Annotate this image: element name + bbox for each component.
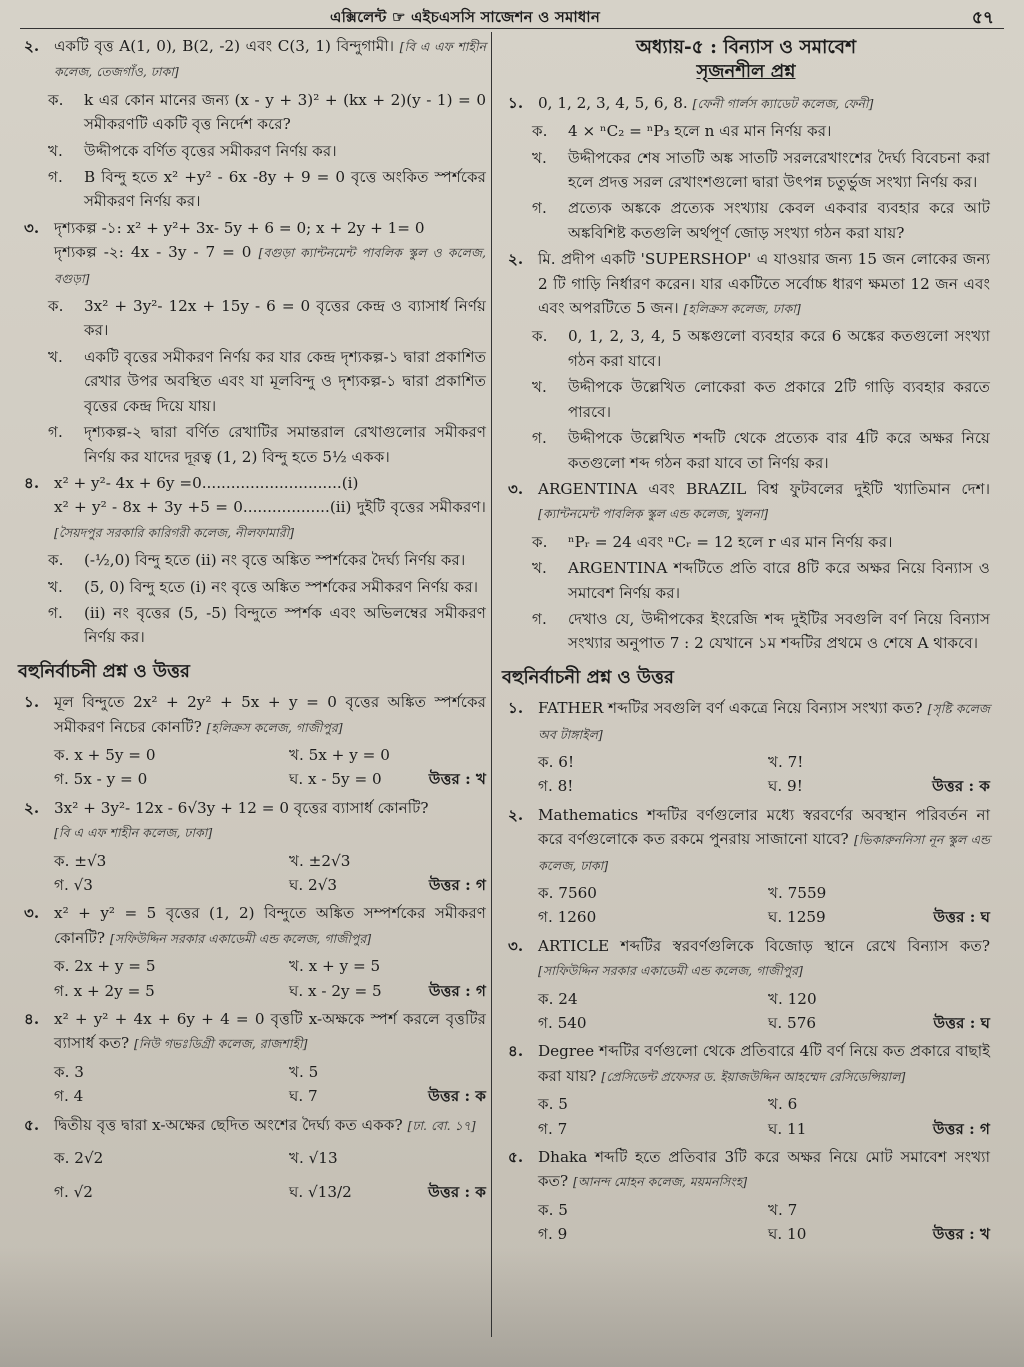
source-citation: [হলিক্রস কলেজ, ঢাকা] xyxy=(683,301,801,317)
option: ঘ. 9! xyxy=(768,777,803,796)
question-part: ক. k এর কোন মানের জন্য (x - y + 3)² + (kx + 2)(y - 1) = 0 সমীকরণটি একটি বৃত্ত নির্দেশ করে? xyxy=(48,90,486,134)
option: ক. x + 5y = 0 xyxy=(54,745,156,764)
option: গ. 7 xyxy=(538,1119,568,1138)
mcq-question xyxy=(18,1113,486,1138)
question-part: খ. উদ্দীপকের শেষ সাতটি অঙ্ক সাতটি সরলরেখাংশের দৈর্ঘ্য বিবেচনা করা হলে প্রদত্ত সরল রেখাংশগুলো দ্বারা উৎপন্ন চতুর্ভুজ সংখ্যা নির্ণয় কর। xyxy=(532,148,990,192)
option: ক. ±√3 xyxy=(54,851,107,870)
question-part: ক. 3x² + 3y²- 12x + 15y - 6 = 0 বৃত্তের কেন্দ্র ও ব্যাসার্ধ নির্ণয় কর। xyxy=(48,297,486,340)
question-number: ১. xyxy=(24,693,40,712)
mcq-question xyxy=(18,1007,486,1057)
answer-label: উত্তর : ঘ xyxy=(933,1014,990,1033)
mcq-options xyxy=(18,1141,486,1209)
question-text: Mathematics শব্দটির বর্ণগুলোর মধ্যে স্বরবর্ণের অবস্থান পরিবর্তন না করে বর্ণগুলোকে কত রকমে পুনরায় সাজানো যাবে? [ভিকারুননিসা নূন স্কুল এন্ড কলেজ, ঢাকা] xyxy=(538,805,990,873)
option: গ. √2 xyxy=(54,1183,93,1202)
option: খ. x + y = 5 xyxy=(289,957,381,976)
option: ঘ. √13/2 xyxy=(289,1183,352,1202)
running-title: এক্সিলেন্ট ☞ এইচএসসি সাজেশন ও সমাধান xyxy=(330,8,600,26)
chapter-title: অধ্যায়-৫ : বিন্যাস ও সমাবেশ xyxy=(635,37,857,58)
answer-label: উত্তর : খ xyxy=(428,770,486,789)
question-text: মি. প্রদীপ একটি 'SUPERSHOP' এ যাওয়ার জন্য 15 জন লোকের জন্য 2 টি গাড়ি নির্ধারণ করেন। যার একটিতে সর্বোচ্চ ধারণ ক্ষমতা 12 জন এবং এবং অপরটিতে 5 জন। [হলিক্রস কলেজ, ঢাকা] xyxy=(538,250,990,318)
option: ক. 6! xyxy=(538,752,575,771)
question-part: গ. প্রত্যেক অঙ্ককে প্রত্যেক সংখ্যায় কেবল একবার ব্যবহার করে আট অঙ্কবিশিষ্ট কতগুলি অর্থপূর্ণ জোড় সংখ্যা গঠন করা যায়? xyxy=(532,199,990,242)
creative-question xyxy=(502,91,990,116)
right-column xyxy=(502,34,990,1251)
option: ক. 5 xyxy=(538,1095,568,1114)
creative-question xyxy=(502,477,990,527)
question-number: ৩. xyxy=(508,479,524,498)
source-citation: [বগুড়া ক্যান্টনমেন্ট পাবলিক স্কুল ও কলেজ, বগুড়া] xyxy=(54,245,487,286)
answer-label: উত্তর : গ xyxy=(428,981,486,1000)
source-citation: [নিউ গভঃডিগ্রী কলেজ, রাজশাহী] xyxy=(134,1036,308,1052)
option: ঘ. 11 xyxy=(768,1119,807,1138)
option: গ. 5x - y = 0 xyxy=(54,770,148,789)
option: খ. 6 xyxy=(768,1095,798,1114)
option: ঘ. 576 xyxy=(768,1014,817,1033)
option: খ. 5x + y = 0 xyxy=(289,745,390,764)
question-number: ৫. xyxy=(24,1115,40,1134)
question-part: খ. একটি বৃত্তের সমীকরণ নির্ণয় কর যার কেন্দ্র দৃশ্যকল্প-১ দ্বারা প্রকাশিত রেখার উপর অবস্থিত এবং যা মূলবিন্দু ও দৃশ্যকল্প-১ দ্বারা প্রকাশিত বৃত্তের কেন্দ্র দিয়ে যায়। xyxy=(48,347,486,415)
column-divider xyxy=(491,32,492,1337)
answer-label: উত্তর : ঘ xyxy=(933,908,990,927)
option: ঘ. x - 2y = 5 xyxy=(289,981,382,1000)
mcq-options xyxy=(502,750,990,799)
option: খ. 7 xyxy=(768,1200,798,1219)
answer-label: উত্তর : ক xyxy=(932,777,990,796)
question-number: ১. xyxy=(508,93,524,112)
option: ক. 3 xyxy=(54,1062,84,1081)
source-citation: [ক্যান্টনমেন্ট পাবলিক স্কুল এন্ড কলেজ, খুলনা] xyxy=(538,506,769,522)
source-citation: [ঢা. বো. ১৭] xyxy=(407,1117,476,1133)
question-part: খ. ARGENTINA শব্দটিতে প্রতি বারে 8টি করে অক্ষর নিয়ে বিন্যাস ও সমাবেশ নির্ণয় কর। xyxy=(532,559,990,602)
question-text: x² + y² = 5 বৃত্তের (1, 2) বিন্দুতে অঙ্কিত সম্পর্শকের সমীকরণ কোনটি? [সফিউদ্দিন সরকার একাডেমী এন্ড কলেজ, গাজীপুর] xyxy=(54,904,486,947)
question-text: x² + y²- 4x + 6y =0.............................(i) x² + y² - 8x + 3y +5 = 0..................(ii) দুইটি বৃত্তের সমীকরণ। [সৈয়দপুর সরকারি কারিগরী কলেজ, নীলফামারী] xyxy=(54,473,486,540)
question-text: একটি বৃত্ত A(1, 0), B(2, -2) এবং C(3, 1) বিন্দুগামী। [বি এ এফ শাহীন কলেজ, তেজগাঁও, ঢাকা] xyxy=(54,37,486,80)
creative-question xyxy=(502,247,990,321)
option: ক. 2x + y = 5 xyxy=(54,957,156,976)
mcq-question xyxy=(502,1145,990,1195)
source-citation: [হলিক্রস কলেজ, গাজীপুর] xyxy=(206,719,343,735)
mcq-question xyxy=(502,696,990,747)
mcq-options xyxy=(18,954,486,1003)
mcq-options xyxy=(18,1060,486,1109)
answer-label: উত্তর : ক xyxy=(428,1183,486,1202)
chapter-subtitle: সৃজনশীল প্রশ্ন xyxy=(696,61,796,83)
question-number: ২. xyxy=(24,37,40,55)
question-number: ২. xyxy=(508,250,524,269)
option: ঘ. x - 5y = 0 xyxy=(289,770,382,789)
option: গ. 1260 xyxy=(538,908,597,927)
option: ঘ. 7 xyxy=(289,1087,318,1106)
mcq-options xyxy=(502,1198,990,1247)
option: খ. 7! xyxy=(768,752,804,771)
page-number: ৫৭ xyxy=(971,8,994,28)
option: ঘ. 1259 xyxy=(768,908,826,927)
question-text: 3x² + 3y²- 12x - 6√3y + 12 = 0 বৃত্তের ব্যাসার্ধ কোনটি? [বি এ এফ শাহীন কলেজ, ঢাকা] xyxy=(54,798,429,841)
question-part: গ. উদ্দীপকে উল্লেখিত শব্দটি থেকে প্রত্যেক বার 4টি করে অক্ষর নিয়ে কতগুলো শব্দ গঠন করা যাবে তা নির্ণয় কর। xyxy=(532,429,990,472)
question-number: ৪. xyxy=(24,1010,40,1029)
mcq-question xyxy=(18,901,486,951)
creative-question xyxy=(18,216,486,291)
source-citation: [ভিকারুননিসা নূন স্কুল এন্ড কলেজ, ঢাকা] xyxy=(538,832,990,873)
question-text: Dhaka শব্দটি হতে প্রতিবার 3টি করে অক্ষর নিয়ে মোট সমাবেশ সংখ্যা কত? [আনন্দ মোহন কলেজ, ময়মনসিংহ] xyxy=(538,1148,990,1191)
mcq-options xyxy=(502,881,990,930)
header-rule xyxy=(20,28,1004,29)
question-part: খ. উদ্দীপকে উল্লেখিত লোকেরা কত প্রকারে 2টি গাড়ি ব্যবহার করতে পারবে। xyxy=(532,378,990,421)
mcq-options xyxy=(18,743,486,792)
question-part: ক. 4 × ⁿC₂ = ⁿP₃ হলে n এর মান নির্ণয় কর। xyxy=(532,122,832,141)
option: ঘ. 2√3 xyxy=(289,876,338,894)
option: ক. 5 xyxy=(538,1200,568,1219)
mcq-question xyxy=(502,803,990,878)
mcq-options xyxy=(502,1092,990,1141)
source-citation: [প্রেসিডেন্ট প্রফেসর ড. ইয়াজউদ্দিন আহম্মেদ রেসিডেন্সিয়াল] xyxy=(601,1068,906,1084)
option: খ. √13 xyxy=(289,1149,338,1168)
source-citation: [ফেনী গার্লস ক্যাডেট কলেজ, ফেনী] xyxy=(692,95,874,111)
question-text: দৃশ্যকল্প -১: x² + y²+ 3x- 5y + 6 = 0; x + 2y + 1= 0 দৃশ্যকল্প -২: 4x - 3y - 7 = 0 [বগুড়া ক্যান্টনমেন্ট পাবলিক স্কুল ও কলেজ, বগুড়া] xyxy=(54,218,487,286)
source-citation: [সৃষ্টি কলেজ অব টাঙ্গাইল] xyxy=(538,701,990,742)
option: ঘ. 10 xyxy=(768,1225,807,1244)
source-citation: [সাফিউদ্দিন সরকার একাডেমী এন্ড কলেজ, গাজীপুর] xyxy=(538,963,803,979)
question-number: ৫. xyxy=(508,1148,524,1167)
question-text: 0, 1, 2, 3, 4, 5, 6, 8. [ফেনী গার্লস ক্যাডেট কলেজ, ফেনী] xyxy=(538,93,874,112)
question-number: ৩. xyxy=(24,218,40,237)
option: ক. 7560 xyxy=(538,884,597,902)
question-number: ২. xyxy=(24,798,40,817)
mcq-question xyxy=(18,796,486,846)
option: খ. 5 xyxy=(289,1062,319,1081)
option: গ. 4 xyxy=(54,1087,84,1106)
option: খ. 7559 xyxy=(768,884,827,902)
question-number: ৩. xyxy=(24,904,40,923)
question-number: ৪. xyxy=(24,473,40,492)
answer-label: উত্তর : খ xyxy=(932,1225,990,1244)
section-heading: বহুনির্বাচনী প্রশ্ন ও উত্তর xyxy=(18,660,190,682)
question-text: x² + y² + 4x + 6y + 4 = 0 বৃত্তটি x-অক্ষকে স্পর্শ করলে বৃত্তটির ব্যাসার্ধ কত? [নিউ গভঃডিগ্রী কলেজ, রাজশাহী] xyxy=(54,1010,486,1053)
question-part: ক. (-½,0) বিন্দু হতে (ii) নং বৃত্তে অঙ্কিত স্পর্শকের দৈর্ঘ্য নির্ণয় কর। xyxy=(48,551,466,570)
option: ক. 2√2 xyxy=(54,1149,104,1168)
question-part: গ. (ii) নং বৃত্তের (5, -5) বিন্দুতে স্পর্শক এবং অভিলম্বের সমীকরণ নির্ণয় কর। xyxy=(48,603,486,647)
question-text: Degree শব্দটির বর্ণগুলো থেকে প্রতিবারে 4টি বর্ণ নিয়ে কত প্রকারে বাছাই করা যায়? [প্রেসিডেন্ট প্রফেসর ড. ইয়াজউদ্দিন আহম্মেদ রেসিডেন্সিয়াল] xyxy=(538,1042,990,1085)
option: গ. 8! xyxy=(538,777,574,796)
question-text: ARGENTINA এবং BRAZIL বিশ্ব ফুটবলের দুইটি খ্যাতিমান দেশ। [ক্যান্টনমেন্ট পাবলিক স্কুল এন্ড কলেজ, খুলনা] xyxy=(538,479,990,522)
section-heading: বহুনির্বাচনী প্রশ্ন ও উত্তর xyxy=(502,666,674,688)
source-citation: [সফিউদ্দিন সরকার একাডেমী এন্ড কলেজ, গাজীপুর] xyxy=(109,930,372,946)
option: গ. √3 xyxy=(54,876,93,894)
answer-label: উত্তর : গ xyxy=(932,1119,990,1138)
answer-label: উত্তর : গ xyxy=(428,876,486,894)
option: ক. 24 xyxy=(538,989,578,1008)
question-part: গ. দৃশ্যকল্প-২ দ্বারা বর্ণিত রেখাটির সমান্তরাল রেখাগুলোর সমীকরণ নির্ণয় কর যাদের দূরত্ব (1, 2) বিন্দু হতে 5½ একক। xyxy=(48,423,486,466)
question-text: ARTICLE শব্দটির স্বরবর্ণগুলিকে বিজোড় স্থানে রেখে বিন্যাস কত? [সাফিউদ্দিন সরকার একাডেমী এন্ড কলেজ, গাজীপুর] xyxy=(538,936,990,979)
source-citation: [আনন্দ মোহন কলেজ, ময়মনসিংহ] xyxy=(573,1174,748,1190)
question-part: খ. (5, 0) বিন্দু হতে (i) নং বৃত্তে অঙ্কিত স্পর্শকের সমীকরণ নির্ণয় কর। xyxy=(48,577,479,596)
source-citation: [বি এ এফ শাহীন কলেজ, তেজগাঁও, ঢাকা] xyxy=(54,39,486,80)
option: খ. ±2√3 xyxy=(289,851,351,870)
page-header xyxy=(0,0,1024,30)
question-number: ৪. xyxy=(508,1042,524,1061)
creative-question xyxy=(18,471,486,545)
mcq-options xyxy=(502,987,990,1036)
question-part: ক. 0, 1, 2, 3, 4, 5 অঙ্কগুলো ব্যবহার করে 6 অঙ্কের কতগুলো সংখ্যা গঠন করা যাবে। xyxy=(532,327,990,370)
mcq-options xyxy=(18,849,486,898)
question-text: দ্বিতীয় বৃত্ত দ্বারা x-অক্ষের ছেদিত অংশের দৈর্ঘ্য কত একক? [ঢা. বো. ১৭] xyxy=(54,1115,476,1134)
answer-label: উত্তর : ক xyxy=(428,1087,486,1106)
question-part: গ. B বিন্দু হতে x² +y² - 6x -8y + 9 = 0 বৃত্তে অংকিত স্পর্শকের সমীকরণ নির্ণয় কর। xyxy=(48,168,486,211)
option: খ. 120 xyxy=(768,989,817,1008)
mcq-question xyxy=(502,1039,990,1089)
option: গ. x + 2y = 5 xyxy=(54,981,155,1000)
photo-shadow xyxy=(0,1247,1024,1367)
question-number: ২. xyxy=(508,805,524,824)
question-text: মূল বিন্দুতে 2x² + 2y² + 5x + y = 0 বৃত্তের অঙ্কিত স্পর্শকের সমীকরণ নিচের কোনটি? [হলিক্রস কলেজ, গাজীপুর] xyxy=(54,693,486,736)
source-citation: [বি এ এফ শাহীন কলেজ, ঢাকা] xyxy=(54,825,213,841)
mcq-question xyxy=(18,690,486,740)
question-text: FATHER শব্দটির সবগুলি বর্ণ একত্রে নিয়ে বিন্যাস সংখ্যা কত? [সৃষ্টি কলেজ অব টাঙ্গাইল] xyxy=(538,699,990,742)
option: গ. 540 xyxy=(538,1014,587,1033)
question-part: ক. ⁿPᵣ = 24 এবং ⁿCᵣ = 12 হলে r এর মান নির্ণয় কর। xyxy=(532,532,893,551)
question-part: খ. উদ্দীপকে বর্ণিত বৃত্তের সমীকরণ নির্ণয় কর। xyxy=(48,141,337,160)
left-column xyxy=(18,34,486,1213)
question-part: গ. দেখাও যে, উদ্দীপকের ইংরেজি শব্দ দুইটির সবগুলি বর্ণ নিয়ে বিন্যাস সংখ্যার অনুপাত 7 : 2 যেখানে ১ম শব্দটির প্রথমে ও শেষে A থাকবে। xyxy=(532,609,990,653)
creative-question xyxy=(18,34,486,85)
question-number: ১. xyxy=(508,699,524,718)
mcq-question xyxy=(502,934,990,984)
question-number: ৩. xyxy=(508,936,524,955)
source-citation: [সৈয়দপুর সরকারি কারিগরী কলেজ, নীলফামারী] xyxy=(54,524,295,540)
option: গ. 9 xyxy=(538,1225,568,1244)
